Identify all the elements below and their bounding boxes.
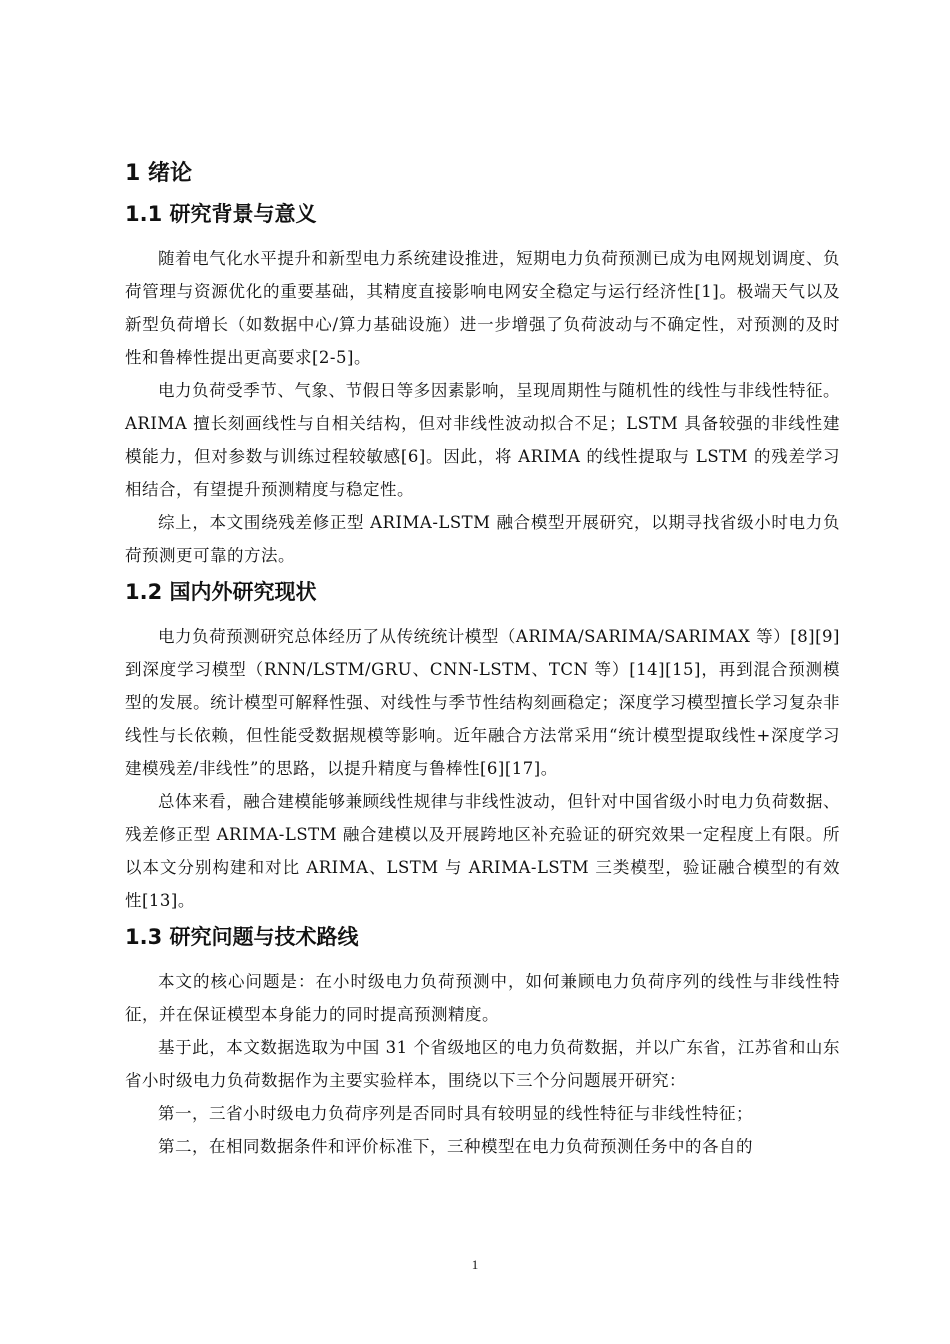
paragraph: 第二，在相同数据条件和评价标准下，三种模型在电力负荷预测任务中的各自的 <box>158 1137 753 1156</box>
paragraph: 本文的核心问题是：在小时级电力负荷预测中，如何兼顾电力负荷序列的线性与非线性特征，并在保证模型本身能力的同时提高预测精度。 <box>125 972 840 1024</box>
paragraph: 总体来看，融合建模能够兼顾线性规律与非线性波动，但针对中国省级小时电力负荷数据、残差修正型 ARIMA-LSTM 融合建模以及开展跨地区补充验证的研究效果一定程度上有限。所以本文分别构建和对比 ARIMA、LSTM 与 ARIMA-LSTM 三类模型，验证融合模型的有效性[13]。 <box>125 792 840 910</box>
paragraph: 基于此，本文数据选取为中国 31 个省级地区的电力负荷数据，并以广东省，江苏省和山东省小时级电力负荷数据作为主要实验样本，围绕以下三个分问题展开研究： <box>125 1038 840 1090</box>
chapter-heading: 1 绪论 <box>125 161 192 186</box>
paragraph: 电力负荷受季节、气象、节假日等多因素影响，呈现周期性与随机性的线性与非线性特征。ARIMA 擅长刻画线性与自相关结构，但对非线性波动拟合不足；LSTM 具备较强的非线性建模能力，但对参数与训练过程较敏感[6]。因此，将 ARIMA 的线性提取与 LSTM 的残差学习相结合，有望提升预测精度与稳定性。 <box>125 381 840 499</box>
paragraph: 随着电气化水平提升和新型电力系统建设推进，短期电力负荷预测已成为电网规划调度、负荷管理与资源优化的重要基础，其精度直接影响电网安全稳定与运行经济性[1]。极端天气以及新型负荷增长（如数据中心/算力基础设施）进一步增强了负荷波动与不确定性，对预测的及时性和鲁棒性提出更高要求[2-5]。 <box>125 249 840 367</box>
section-heading-1-1: 1.1 研究背景与意义 <box>125 202 317 226</box>
paragraph: 第一，三省小时级电力负荷序列是否同时具有较明显的线性特征与非线性特征； <box>158 1104 753 1123</box>
paragraph: 电力负荷预测研究总体经历了从传统统计模型（ARIMA/SARIMA/SARIMAX 等）[8][9]到深度学习模型（RNN/LSTM/GRU、CNN-LSTM、TCN 等）[14][15]，再到混合预测模型的发展。统计模型可解释性强、对线性与季节性结构刻画稳定；深度学习模型擅长学习复杂非线性与长依赖，但性能受数据规模等影响。近年融合方法常采用“统计模型提取线性+深度学习建模残差/非线性”的思路，以提升精度与鲁棒性[6][17]。 <box>125 627 840 778</box>
paragraph: 综上，本文围绕残差修正型 ARIMA-LSTM 融合模型开展研究，以期寻找省级小时电力负荷预测更可靠的方法。 <box>125 513 840 565</box>
page-number: 1 <box>471 1257 479 1272</box>
page-content <box>125 150 840 1163</box>
section-heading-1-3: 1.3 研究问题与技术路线 <box>125 925 359 949</box>
section-heading-1-2: 1.2 国内外研究现状 <box>125 580 317 604</box>
